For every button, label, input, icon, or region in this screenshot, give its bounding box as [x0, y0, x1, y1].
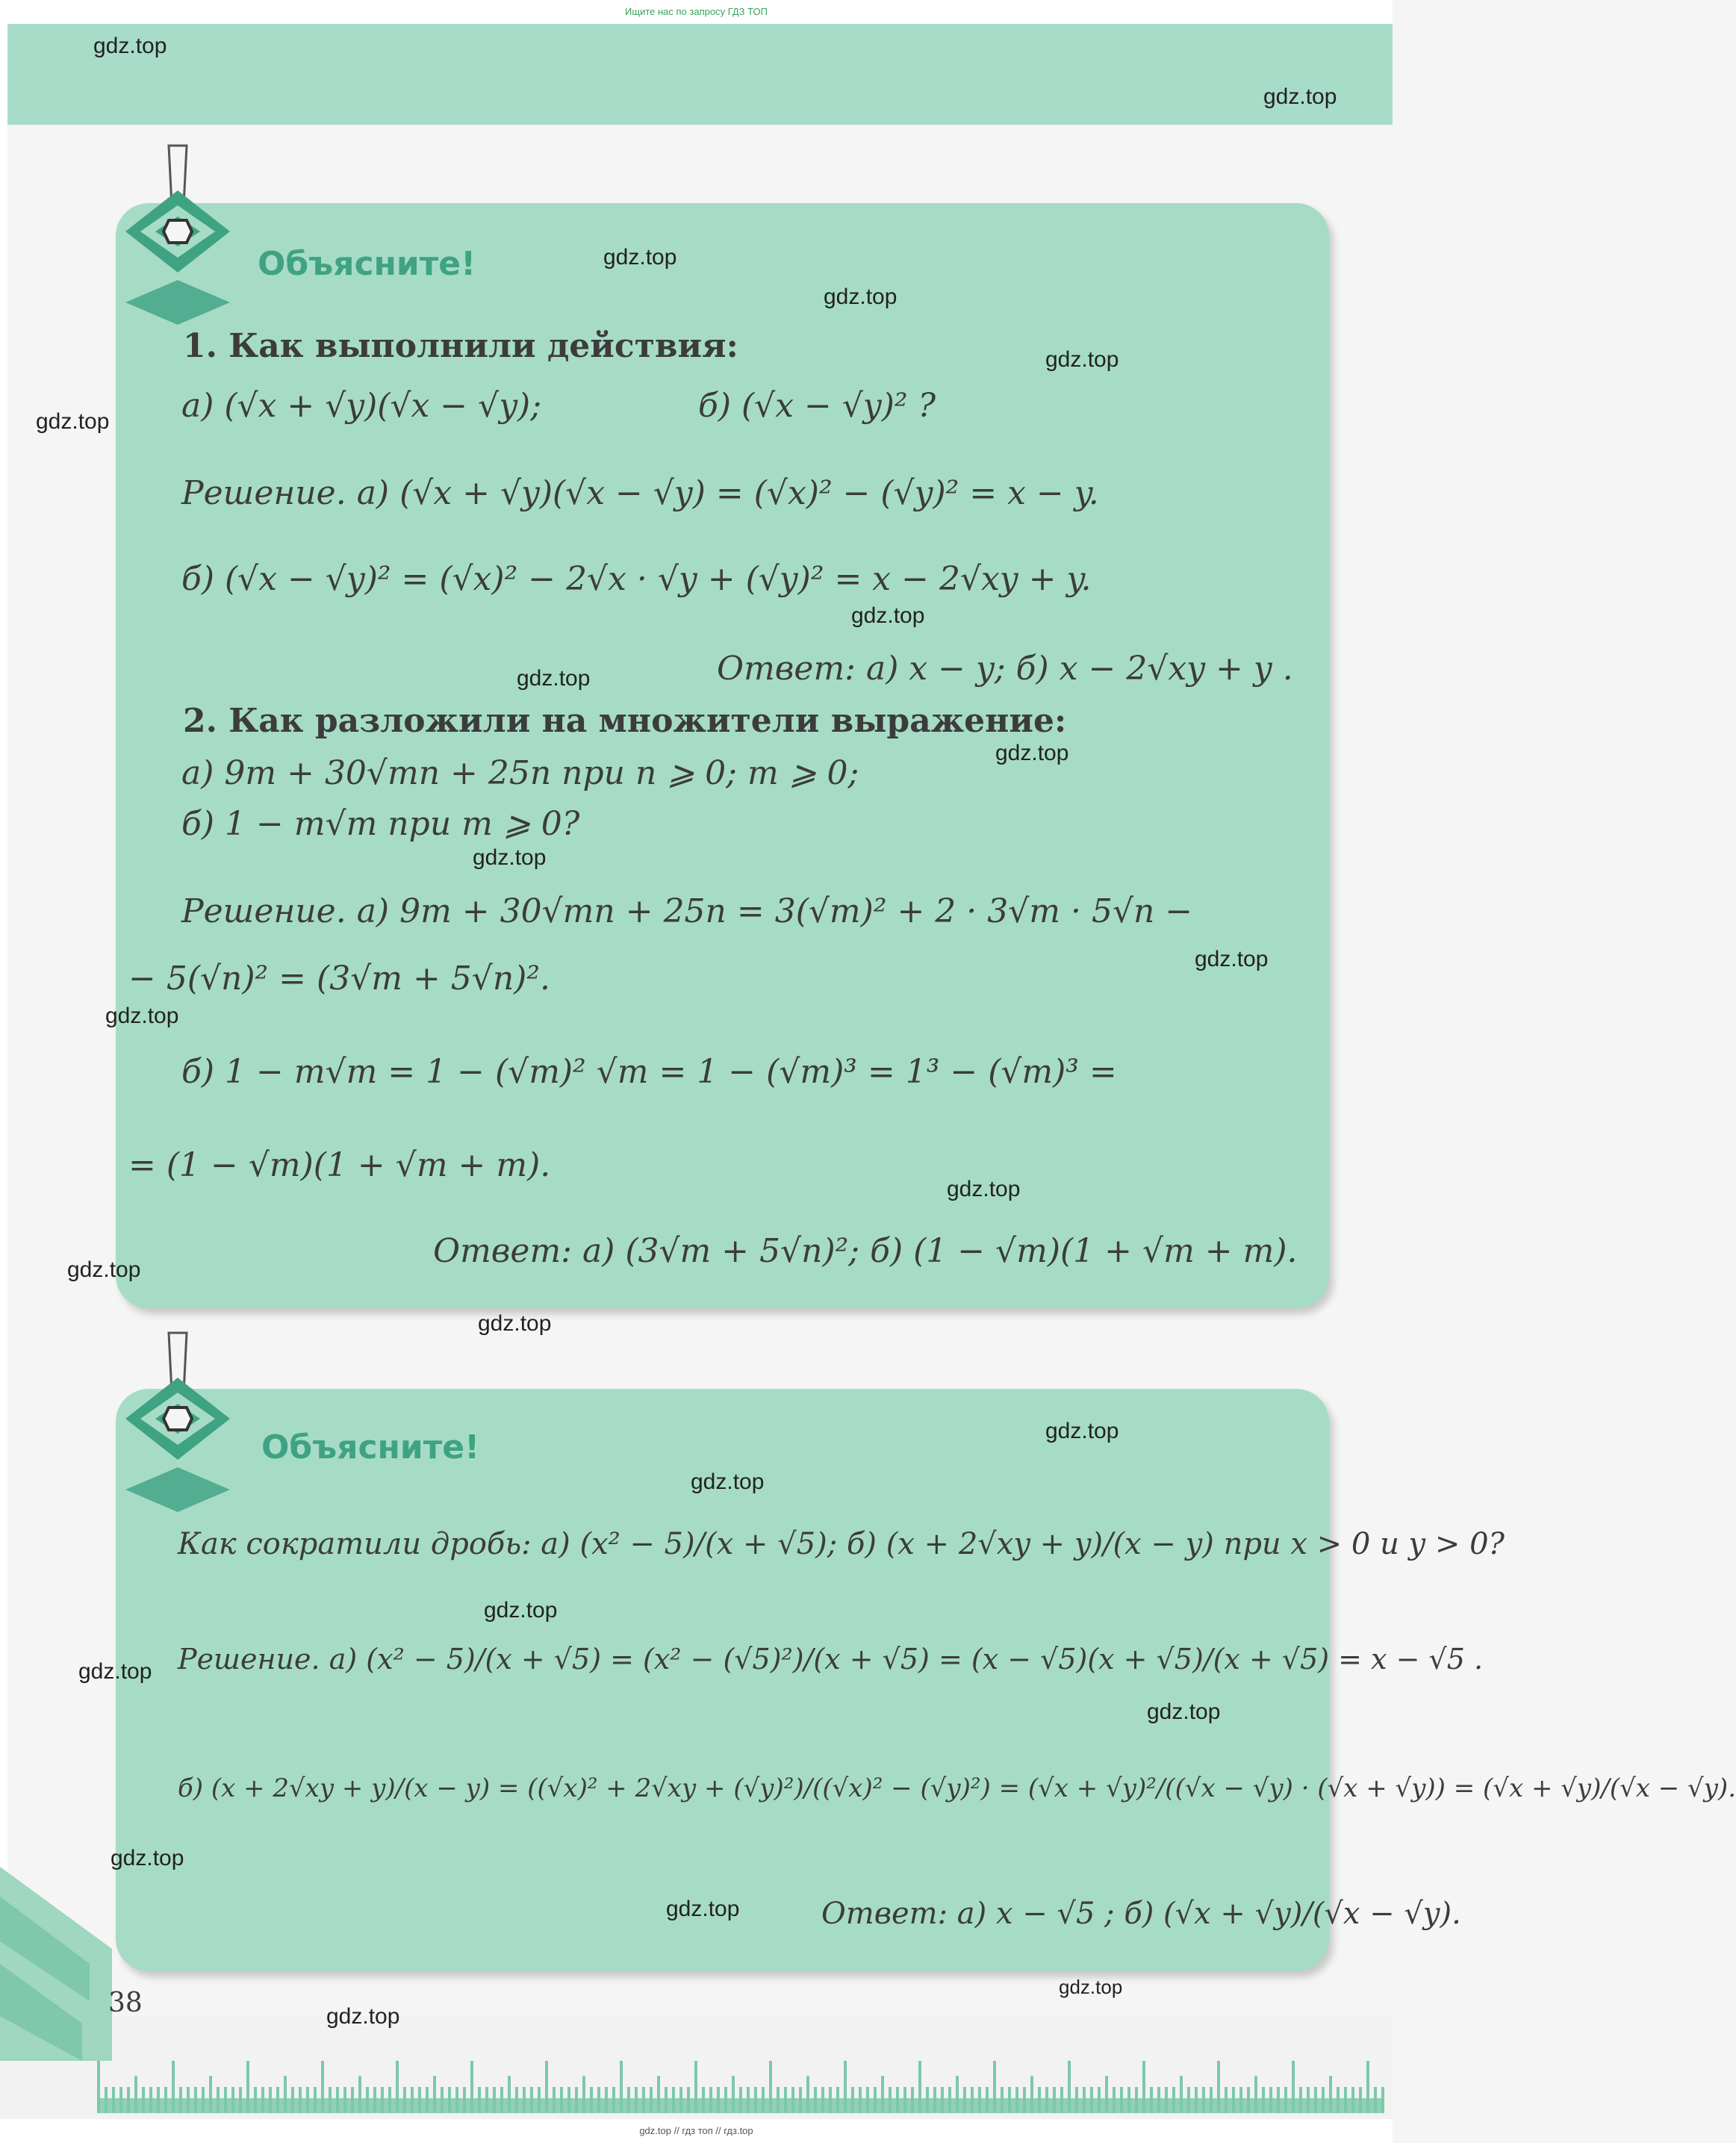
ruler-tick [530, 2087, 533, 2113]
ruler-tick [1015, 2087, 1018, 2113]
solution-2-a-line2: − 5(√n)² = (3√m + 5√n)². [128, 959, 550, 998]
ruler-tick [978, 2087, 981, 2113]
exclamation-badge-icon [118, 1333, 237, 1527]
watermark: gdz.top [484, 1598, 558, 1623]
ruler-tick [1150, 2087, 1153, 2113]
solution-3-a: Решение. а) (x² − 5)/(x + √5) = (x² − (√5)²)/(x + √5) = (x − √5)(x + √5)/(x + √5) = x − √5 . [178, 1643, 1484, 1676]
ruler-tick [470, 2061, 473, 2113]
ruler-tick [246, 2061, 249, 2113]
ruler-tick [1038, 2087, 1041, 2113]
ruler-tick [903, 2087, 906, 2113]
watermark: gdz.top [824, 284, 897, 309]
ruler-tick [627, 2087, 630, 2113]
solution-2-b-line2: = (1 − √m)(1 + √m + m). [128, 1146, 551, 1184]
watermark: gdz.top [1195, 947, 1269, 971]
ruler-tick [889, 2087, 892, 2113]
ruler-tick [948, 2087, 951, 2113]
ruler-tick [747, 2087, 750, 2113]
ruler-tick [986, 2087, 989, 2113]
ruler-tick [582, 2076, 585, 2113]
ruler-tick [665, 2087, 668, 2113]
watermark: gdz.top [1263, 84, 1337, 109]
ruler-tick [679, 2087, 682, 2113]
ruler-tick [1239, 2087, 1242, 2113]
watermark: gdz.top [517, 666, 591, 691]
ruler-tick [784, 2087, 787, 2113]
answer-3: Ответ: а) x − √5 ; б) (√x + √y)/(√x − √y). [821, 1897, 1461, 1931]
ruler-tick [1165, 2087, 1168, 2113]
ruler-tick [732, 2076, 735, 2113]
ruler-tick [1247, 2087, 1250, 2113]
ruler-tick [515, 2087, 518, 2113]
ruler-tick [829, 2087, 832, 2113]
ruler-tick [209, 2076, 212, 2113]
watermark: gdz.top [93, 34, 167, 58]
ruler-tick [1210, 2087, 1213, 2113]
ruler-tick [1157, 2087, 1160, 2113]
ruler-tick [1135, 2087, 1138, 2113]
ruler-tick [164, 2087, 167, 2113]
ruler-tick [179, 2087, 182, 2113]
ruler-tick [217, 2087, 220, 2113]
ruler-tick [806, 2076, 809, 2113]
ruler-tick [1060, 2087, 1063, 2113]
ruler-tick [119, 2087, 122, 2113]
watermark: gdz.top [1059, 1976, 1123, 1998]
ruler-tick [358, 2076, 361, 2113]
watermark: gdz.top [1147, 1699, 1221, 1724]
page-number: 38 [108, 1988, 143, 2018]
ruler-tick [1195, 2087, 1198, 2113]
watermark: gdz.top [851, 603, 925, 628]
watermark: gdz.top [473, 845, 547, 870]
ruler-tick [157, 2087, 160, 2113]
ruler-tick [620, 2061, 623, 2113]
ruler-tick [373, 2087, 376, 2113]
ruler-tick [1366, 2061, 1369, 2113]
ruler-tick [321, 2061, 324, 2113]
ruler-tick [881, 2076, 884, 2113]
ruler-tick [717, 2087, 720, 2113]
ruler-tick [1359, 2087, 1362, 2113]
ruler-tick [1068, 2061, 1071, 2113]
ruler-tick [590, 2087, 593, 2113]
watermark: gdz.top [1045, 1419, 1119, 1443]
ruler-tick [739, 2087, 742, 2113]
question-2-a: а) 9m + 30√mn + 25n при n ⩾ 0; m ⩾ 0; [181, 754, 859, 792]
ruler-tick [485, 2087, 488, 2113]
watermark: gdz.top [326, 2004, 400, 2029]
ruler-tick [911, 2087, 914, 2113]
question-2-title: 2. Как разложили на множители выражение: [183, 702, 1067, 740]
ruler-tick [276, 2087, 279, 2113]
ruler-tick [1083, 2087, 1086, 2113]
ruler-tick [799, 2087, 802, 2113]
ruler-tick [694, 2061, 697, 2113]
ruler-tick [1254, 2076, 1257, 2113]
ruler-tick [194, 2087, 197, 2113]
ruler-tick [769, 2061, 772, 2113]
question-3: Как сократили дробь: а) (x² − 5)/(x + √5); б) (x + 2√xy + y)/(x − y) при x > 0 и y > 0? [178, 1527, 1505, 1561]
ruler-tick [657, 2076, 660, 2113]
corner-decoration [0, 1867, 112, 2061]
ruler-tick [1008, 2087, 1011, 2113]
ruler-tick [329, 2087, 332, 2113]
ruler-tick [441, 2087, 444, 2113]
ruler-tick [127, 2087, 130, 2113]
ruler-tick [866, 2087, 869, 2113]
ruler-tick [642, 2087, 645, 2113]
top-banner [0, 0, 1393, 24]
ruler-tick [231, 2087, 234, 2113]
ruler-tick [1045, 2087, 1048, 2113]
ruler-tick [1001, 2087, 1004, 2113]
ruler-tick [1299, 2087, 1302, 2113]
ruler-tick [284, 2076, 287, 2113]
ruler-tick [463, 2087, 466, 2113]
ruler-tick [560, 2087, 563, 2113]
ruler-tick [545, 2061, 548, 2113]
ruler-tick [1172, 2087, 1175, 2113]
ruler-tick [351, 2087, 354, 2113]
ruler-tick [134, 2076, 137, 2113]
ruler-tick [709, 2087, 712, 2113]
ruler-tick [791, 2087, 794, 2113]
left-margin-strip [0, 24, 7, 1935]
ruler-tick [336, 2087, 339, 2113]
ruler-tick [1217, 2061, 1220, 2113]
ruler-tick [1337, 2087, 1340, 2113]
ruler-tick [343, 2087, 346, 2113]
ruler-tick [1127, 2087, 1130, 2113]
ruler-tick [926, 2087, 929, 2113]
ruler-tick [224, 2087, 227, 2113]
ruler-tick [1284, 2087, 1287, 2113]
ruler-tick [1053, 2087, 1056, 2113]
ruler-tick [261, 2087, 264, 2113]
ruler-tick [403, 2087, 406, 2113]
ruler-tick [1374, 2087, 1377, 2113]
ruler-tick [724, 2087, 727, 2113]
ruler-tick [187, 2087, 190, 2113]
ruler-tick [963, 2087, 966, 2113]
ruler-tick [859, 2087, 862, 2113]
section-2-heading: Объясните! [261, 1428, 480, 1466]
ruler-tick [1075, 2087, 1078, 2113]
ruler-tick [1187, 2087, 1190, 2113]
ruler-tick [1277, 2087, 1280, 2113]
ruler-tick [1381, 2087, 1384, 2113]
ruler-tick [1351, 2087, 1354, 2113]
ruler-tick [366, 2087, 369, 2113]
ruler-tick [105, 2087, 108, 2113]
solution-1-a: Решение. а) (√x + √y)(√x − √y) = (√x)² − (√y)² = x − y. [181, 474, 1099, 512]
ruler-tick [1098, 2087, 1101, 2113]
ruler-tick [142, 2087, 145, 2113]
ruler-tick [1023, 2087, 1026, 2113]
ruler-tick [1307, 2087, 1310, 2113]
ruler-tick [202, 2087, 205, 2113]
ruler-tick [381, 2087, 384, 2113]
ruler-tick [851, 2087, 854, 2113]
ruler-tick [426, 2087, 429, 2113]
ruler-tick [508, 2076, 511, 2113]
ruler-tick [597, 2087, 600, 2113]
ruler-tick [1322, 2087, 1325, 2113]
watermark: gdz.top [478, 1311, 552, 1336]
ruler-tick [1232, 2087, 1235, 2113]
ruler-tick [149, 2087, 152, 2113]
answer-1: Ответ: а) x − y; б) x − 2√xy + y . [717, 650, 1293, 688]
ruler-tick [605, 2087, 608, 2113]
section-1-heading: Объясните! [258, 245, 476, 283]
ruler-tick [567, 2087, 570, 2113]
ruler-tick [918, 2061, 921, 2113]
watermark: gdz.top [995, 741, 1069, 765]
ruler-tick [1202, 2087, 1205, 2113]
ruler-tick [844, 2061, 847, 2113]
solution-2-a-line1: Решение. а) 9m + 30√mn + 25n = 3(√m)² + 2 · 3√m · 5√n − [181, 892, 1193, 930]
ruler-tick [538, 2087, 541, 2113]
ruler-tick [1030, 2076, 1033, 2113]
ruler-tick [523, 2087, 526, 2113]
ruler-tick [777, 2087, 780, 2113]
ruler-tick [291, 2087, 294, 2113]
ruler-tick [1090, 2087, 1093, 2113]
ruler-tick [112, 2087, 115, 2113]
bottom-banner [0, 2119, 1393, 2143]
ruler-tick [1262, 2087, 1265, 2113]
ruler-tick [396, 2061, 399, 2113]
ruler-tick [269, 2087, 272, 2113]
ruler-tick [672, 2087, 675, 2113]
ruler-tick [239, 2087, 242, 2113]
watermark: gdz.top [111, 1846, 184, 1870]
ruler-tick [650, 2087, 653, 2113]
ruler-tick [97, 2061, 100, 2113]
ruler-tick [896, 2087, 899, 2113]
solution-1-b: б) (√x − √y)² = (√x)² − 2√x · √y + (√y)² = x − 2√xy + y. [181, 560, 1092, 598]
solution-2-b-line1: б) 1 − m√m = 1 − (√m)² √m = 1 − (√m)³ = 1³ − (√m)³ = [181, 1053, 1117, 1091]
solution-3-b: б) (x + 2√xy + y)/(x − y) = ((√x)² + 2√xy + (√y)²)/((√x)² − (√y)²) = (√x + √y)²/((√x − √y) · (√x + √y)) = (√x + √y)/(√x − √y). [178, 1773, 1736, 1803]
ruler-tick [1344, 2087, 1347, 2113]
watermark: gdz.top [1045, 347, 1119, 372]
ruler-tick [821, 2087, 824, 2113]
question-1-a: а) (√x + √y)(√x − √y); [181, 387, 542, 425]
ruler-tick [1113, 2087, 1116, 2113]
ruler-tick [993, 2061, 996, 2113]
ruler-tick [971, 2087, 974, 2113]
ruler-tick [1120, 2087, 1123, 2113]
ruler-tick [299, 2087, 302, 2113]
question-1-b: б) (√x − √y)² ? [698, 387, 936, 425]
ruler-tick [455, 2087, 458, 2113]
ruler-tick [874, 2087, 877, 2113]
ruler-tick [433, 2076, 436, 2113]
ruler-tick [411, 2087, 414, 2113]
watermark: gdz.top [666, 1897, 740, 1921]
watermark: gdz.top [78, 1659, 152, 1684]
ruler-tick [575, 2087, 578, 2113]
ruler-tick [1180, 2076, 1183, 2113]
question-1-title: 1. Как выполнили действия: [183, 327, 738, 365]
top-color-band [7, 24, 1393, 125]
ruler-tick [1105, 2076, 1108, 2113]
exclamation-badge-icon [118, 146, 237, 340]
ruler-tick [1269, 2087, 1272, 2113]
ruler-tick [500, 2087, 503, 2113]
ruler-tick [172, 2061, 175, 2113]
ruler-decoration [97, 2046, 1381, 2113]
watermark: gdz.top [947, 1177, 1021, 1201]
answer-2: Ответ: а) (3√m + 5√n)²; б) (1 − √m)(1 + √m + m). [433, 1232, 1298, 1270]
ruler-tick [478, 2087, 481, 2113]
watermark: gdz.top [67, 1257, 141, 1282]
watermark: gdz.top [691, 1469, 765, 1494]
ruler-tick [254, 2087, 257, 2113]
ruler-tick [762, 2087, 765, 2113]
top-banner-text: Ищите нас по запросу ГДЗ ТОП [625, 6, 768, 17]
ruler-tick [754, 2087, 757, 2113]
ruler-tick [956, 2076, 959, 2113]
ruler-tick [388, 2087, 391, 2113]
ruler-tick [612, 2087, 615, 2113]
ruler-tick [418, 2087, 421, 2113]
ruler-tick [814, 2087, 817, 2113]
ruler-tick [553, 2087, 556, 2113]
watermark: gdz.top [36, 409, 110, 434]
ruler-tick [941, 2087, 944, 2113]
ruler-tick [1329, 2076, 1332, 2113]
ruler-tick [702, 2087, 705, 2113]
watermark: gdz.top [105, 1004, 179, 1028]
watermark: gdz.top [603, 245, 677, 270]
question-2-b: б) 1 − m√m при m ⩾ 0? [181, 805, 580, 843]
ruler-tick [314, 2087, 317, 2113]
ruler-tick [836, 2087, 839, 2113]
ruler-tick [1225, 2087, 1228, 2113]
ruler-tick [635, 2087, 638, 2113]
ruler-tick [687, 2087, 690, 2113]
ruler-tick [306, 2087, 309, 2113]
ruler-tick [933, 2087, 936, 2113]
ruler-tick [1142, 2061, 1145, 2113]
bottom-banner-text: gdz.top // гдз топ // гдз.top [639, 2125, 753, 2136]
ruler-tick [1314, 2087, 1317, 2113]
ruler-tick [1292, 2061, 1295, 2113]
ruler-tick [493, 2087, 496, 2113]
ruler-tick [448, 2087, 451, 2113]
